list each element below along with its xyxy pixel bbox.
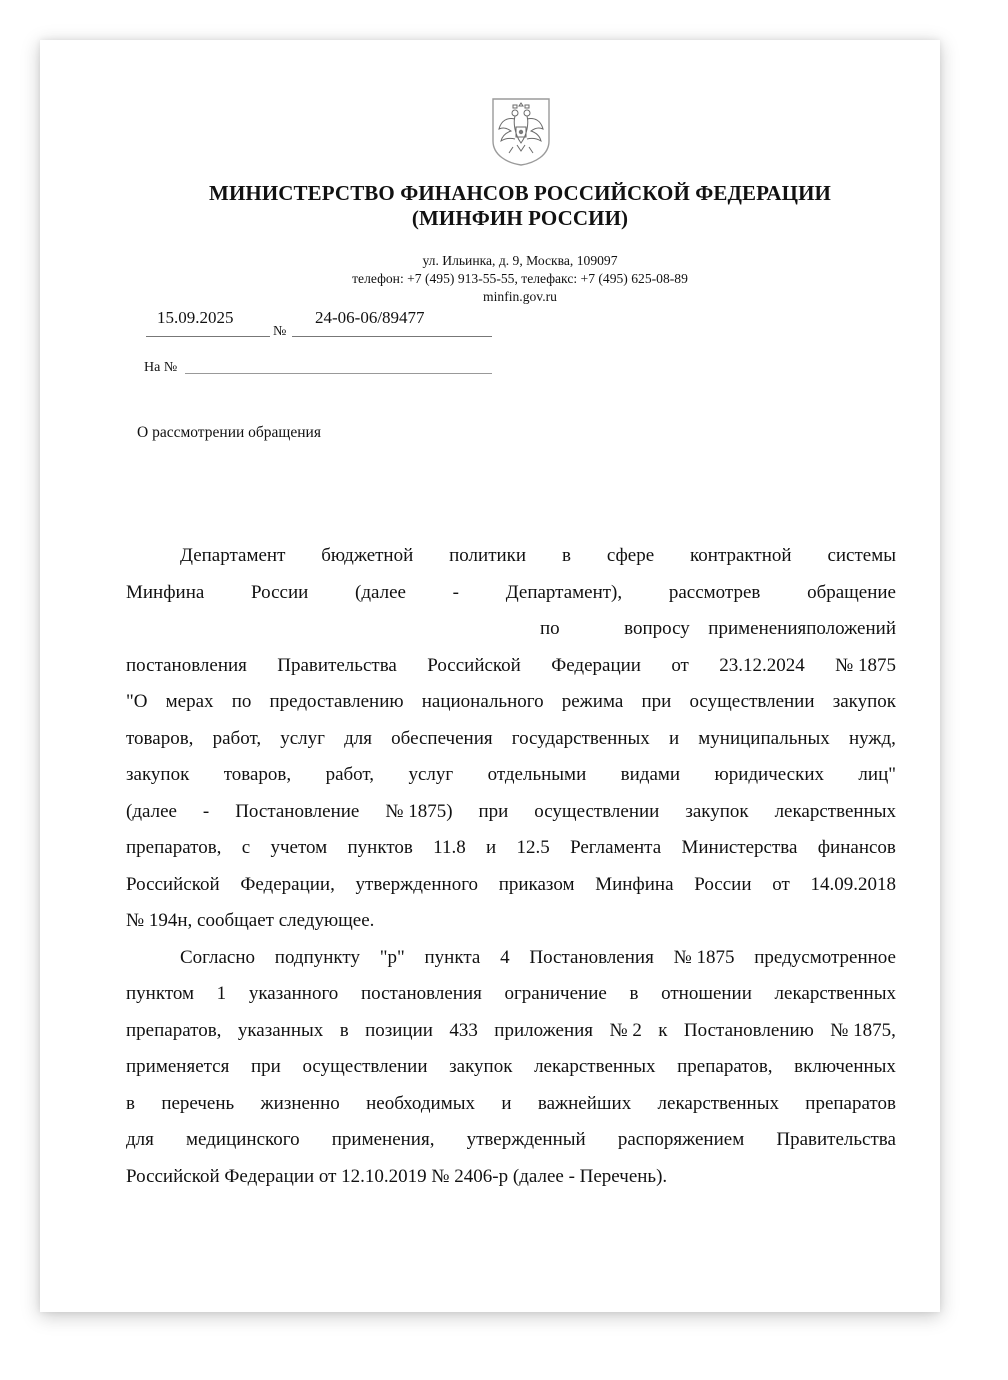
body-word: политики bbox=[449, 545, 527, 566]
body-word: пунктом bbox=[126, 983, 195, 1004]
body-word: товаров, bbox=[223, 764, 292, 785]
body-line bbox=[126, 830, 896, 867]
ministry-address: ул. Ильинка, д. 9, Москва, 109097 bbox=[422, 253, 618, 268]
body-word: Регламента bbox=[570, 837, 662, 858]
body-word: России bbox=[251, 581, 309, 603]
body-word: мерах bbox=[165, 691, 214, 712]
body-word: финансов bbox=[817, 837, 896, 858]
body-word: работ, bbox=[212, 727, 262, 749]
body-word: при bbox=[641, 691, 672, 712]
body-word: учетом bbox=[270, 837, 328, 858]
body-line bbox=[126, 1086, 896, 1123]
body-line bbox=[126, 575, 896, 612]
body-word: Правительства bbox=[776, 1129, 896, 1150]
body-line: № 194н, сообщает следующее. bbox=[126, 910, 375, 931]
body-word: - bbox=[202, 800, 210, 822]
number-mark: № bbox=[273, 324, 287, 339]
body-line bbox=[126, 1049, 896, 1086]
body-word: указанного bbox=[248, 983, 339, 1004]
body-word: в bbox=[561, 545, 571, 566]
body-line bbox=[126, 794, 896, 831]
body-line bbox=[126, 867, 896, 904]
body-word: постановления bbox=[126, 654, 247, 676]
body-word: - bbox=[452, 581, 459, 603]
body-word: закупок bbox=[449, 1056, 513, 1077]
body-word: № 1875 bbox=[835, 654, 896, 676]
body-word: указанных bbox=[237, 1019, 324, 1041]
body-word: Постановления bbox=[529, 946, 654, 968]
body-word: при bbox=[250, 1056, 281, 1077]
body-word: нужд, bbox=[848, 727, 896, 749]
body-word: 4 bbox=[500, 946, 510, 968]
letter-body bbox=[126, 538, 896, 1195]
letter-number: 24-06-06/89477 bbox=[315, 308, 425, 327]
body-word: режима bbox=[561, 691, 624, 712]
body-word: препаратов, bbox=[126, 1019, 222, 1041]
body-word: Согласно bbox=[180, 946, 256, 968]
body-word: жизненно bbox=[260, 1092, 340, 1114]
body-word: услуг bbox=[408, 764, 454, 785]
body-word: по bbox=[231, 691, 252, 712]
letter-date: 15.09.2025 bbox=[157, 308, 234, 327]
body-word: № 1875 bbox=[673, 946, 735, 968]
body-word: лекарственных bbox=[774, 800, 896, 822]
body-line bbox=[126, 1122, 896, 1159]
body-word: приложения bbox=[494, 1019, 594, 1041]
body-word: работ, bbox=[325, 764, 375, 785]
body-word: национального bbox=[421, 691, 544, 712]
body-word: № 1875, bbox=[830, 1019, 896, 1041]
body-word: осуществлении bbox=[534, 800, 660, 822]
body-word: России bbox=[694, 873, 752, 895]
body-word: Постановление bbox=[235, 800, 360, 822]
body-line bbox=[126, 976, 896, 1013]
body-word: предоставлению bbox=[269, 691, 404, 712]
body-word: (далее bbox=[355, 581, 406, 603]
body-word: 23.12.2024 bbox=[719, 654, 805, 676]
body-word: пункта bbox=[424, 946, 481, 968]
body-word: лекарственных bbox=[657, 1092, 779, 1114]
body-line bbox=[126, 538, 896, 575]
body-word: осуществлении bbox=[689, 691, 815, 712]
body-word: от bbox=[772, 873, 790, 895]
body-word: положений bbox=[806, 618, 896, 639]
body-word: Минфина bbox=[126, 581, 205, 603]
body-word: и bbox=[501, 1092, 512, 1114]
ministry-name-line2: (МИНФИН РОССИИ) bbox=[411, 206, 629, 230]
body-word: Федерации bbox=[551, 654, 641, 676]
body-word: закупок bbox=[126, 764, 190, 785]
body-word: контрактной bbox=[690, 545, 792, 566]
body-word: предусмотренное bbox=[754, 946, 896, 968]
body-line: Российской Федерации от 12.10.2019 № 2406-р (далее - Перечень). bbox=[126, 1165, 668, 1187]
body-word: подпункту bbox=[274, 946, 360, 968]
body-word: по bbox=[540, 618, 560, 639]
body-word: видами bbox=[620, 764, 681, 785]
body-word: 12.5 bbox=[516, 837, 550, 858]
body-word: пунктов bbox=[347, 837, 413, 858]
ministry-contacts bbox=[40, 252, 1000, 306]
ministry-name-line1: МИНИСТЕРСТВО ФИНАНСОВ РОССИЙСКОЙ ФЕДЕРАЦИИ bbox=[209, 181, 831, 205]
body-word: отдельными bbox=[487, 764, 587, 785]
body-word: Министерства bbox=[681, 837, 798, 858]
body-word: важнейших bbox=[537, 1092, 632, 1114]
body-word: товаров, bbox=[126, 727, 194, 749]
body-word: необходимых bbox=[366, 1092, 476, 1114]
body-line bbox=[126, 1013, 896, 1050]
body-word: Департамент), bbox=[505, 581, 623, 603]
body-word: препаратов bbox=[805, 1092, 896, 1114]
body-word: и bbox=[486, 837, 497, 858]
document-page bbox=[40, 40, 940, 1312]
body-word: юридических bbox=[714, 764, 825, 785]
reply-to-label: На № bbox=[144, 360, 178, 375]
body-word: обеспечения bbox=[391, 727, 493, 749]
ministry-phone-fax: телефон: +7 (495) 913-55-55, телефакс: +7 (495) 625-08-89 bbox=[352, 271, 688, 286]
body-word: вопросу bbox=[624, 618, 690, 639]
body-word: осуществлении bbox=[302, 1056, 428, 1077]
body-word: применения, bbox=[331, 1129, 435, 1150]
body-word: и bbox=[668, 727, 680, 749]
body-word: услуг bbox=[280, 727, 325, 749]
body-word: Минфина bbox=[595, 873, 674, 895]
body-word: включенных bbox=[794, 1056, 896, 1077]
body-word: 433 bbox=[449, 1019, 478, 1041]
body-word: от bbox=[671, 654, 689, 676]
body-word: ограничение bbox=[504, 983, 607, 1004]
body-word: утвержденного bbox=[355, 873, 479, 895]
ministry-name bbox=[40, 181, 1000, 231]
body-word: лекарственных bbox=[534, 1056, 656, 1077]
body-word: в bbox=[629, 983, 639, 1004]
body-word: распоряжением bbox=[617, 1129, 745, 1150]
body-word: Российской bbox=[427, 654, 521, 676]
body-word: закупок bbox=[832, 691, 896, 712]
body-word: обращение bbox=[807, 581, 896, 603]
body-word: № 1875) bbox=[385, 800, 453, 822]
body-word: системы bbox=[827, 545, 896, 566]
body-word: в bbox=[339, 1019, 349, 1041]
state-emblem-icon bbox=[489, 95, 553, 167]
body-line bbox=[126, 684, 896, 721]
body-word: приказом bbox=[498, 873, 575, 895]
body-line bbox=[126, 721, 896, 758]
body-line bbox=[126, 940, 896, 977]
body-word: закупок bbox=[685, 800, 749, 822]
ministry-website: minfin.gov.ru bbox=[483, 289, 557, 304]
body-word: лекарственных bbox=[774, 983, 896, 1004]
date-underline bbox=[146, 336, 270, 337]
body-word: рассмотрев bbox=[668, 581, 761, 603]
body-word: муниципальных bbox=[698, 727, 830, 749]
body-word: Постановлению bbox=[683, 1019, 814, 1041]
body-word: лиц" bbox=[858, 764, 896, 785]
body-word: Правительства bbox=[277, 654, 397, 676]
body-word: с bbox=[241, 837, 251, 858]
body-line bbox=[126, 757, 896, 794]
body-word: утвержденный bbox=[466, 1129, 586, 1150]
body-word: 1 bbox=[216, 983, 227, 1004]
body-word: "р" bbox=[379, 946, 405, 968]
body-word: позиции bbox=[365, 1019, 433, 1041]
body-word: для bbox=[126, 1129, 154, 1150]
body-line bbox=[126, 648, 896, 685]
body-word: 14.09.2018 bbox=[810, 873, 896, 895]
body-word: 11.8 bbox=[433, 837, 466, 858]
body-word: № 2 bbox=[609, 1019, 642, 1041]
body-word: применения bbox=[708, 618, 807, 639]
body-word: (далее bbox=[126, 800, 177, 822]
body-word: для bbox=[344, 727, 372, 749]
body-word: перечень bbox=[161, 1092, 235, 1114]
body-word: Департамент bbox=[180, 545, 286, 566]
body-word: сфере bbox=[606, 545, 655, 566]
body-word: отношении bbox=[661, 983, 752, 1004]
body-word: "О bbox=[126, 691, 148, 712]
body-word: медицинского bbox=[186, 1129, 300, 1150]
body-word: постановления bbox=[360, 983, 482, 1004]
body-word: Российской bbox=[126, 873, 220, 895]
body-word: Федерации, bbox=[240, 873, 335, 895]
reply-to-underline bbox=[185, 373, 492, 374]
body-word: препаратов, bbox=[126, 837, 222, 858]
body-word: в bbox=[126, 1092, 135, 1114]
body-word: государственных bbox=[511, 727, 650, 749]
body-word: препаратов, bbox=[677, 1056, 773, 1077]
body-word: применяется bbox=[126, 1056, 230, 1077]
number-underline bbox=[292, 336, 492, 337]
body-word: к bbox=[658, 1019, 668, 1041]
body-word: при bbox=[478, 800, 509, 822]
letter-subject: О рассмотрении обращения bbox=[137, 424, 321, 441]
body-word: бюджетной bbox=[321, 545, 414, 566]
body-line bbox=[126, 611, 896, 648]
